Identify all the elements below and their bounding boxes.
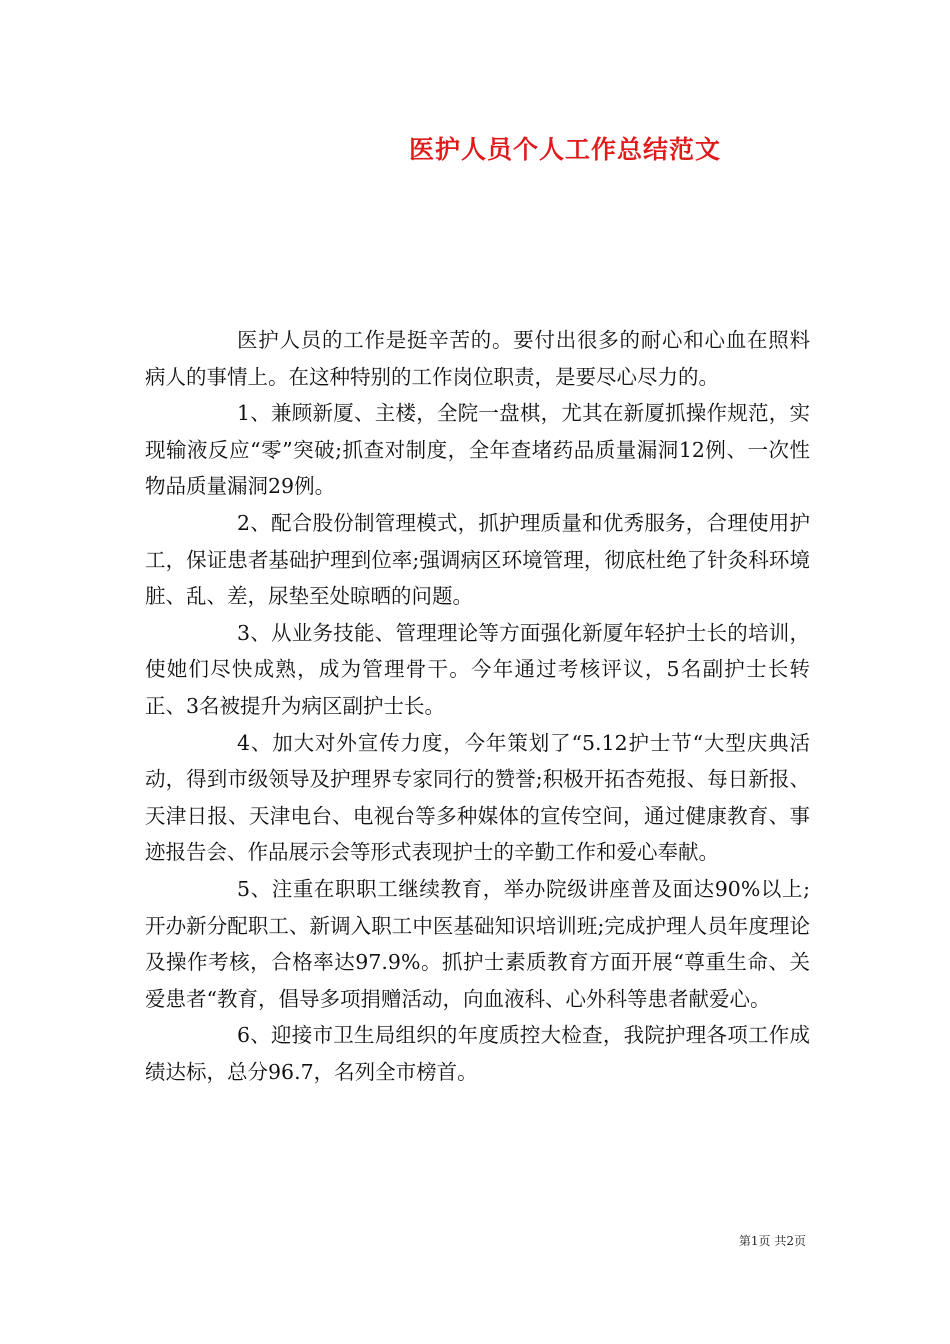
item-paragraph-2: 2、配合股份制管理模式，抓护理质量和优秀服务，合理使用护工，保证患者基础护理到位率;强调病区环境管理，彻底杜绝了针灸科环境脏、乱、差，尿垫至处晾晒的问题。: [145, 510, 810, 609]
item-paragraph-3: 3、从业务技能、管理理论等方面强化新厦年轻护士长的培训，使她们尽快成熟，成为管理骨干。今年通过考核评议，5名副护士长转正、3名被提升为病区副护士长。: [145, 620, 810, 718]
page-number-footer: 第1页 共2页: [738, 1234, 806, 1248]
document-body: [145, 322, 810, 1090]
intro-paragraph: 医护人员的工作是挺辛苦的。要付出很多的耐心和心血在照料病人的事情上。在这种特别的工作岗位职责，是要尽心尽力的。: [145, 328, 810, 389]
item-paragraph-4: 4、加大对外宣传力度，今年策划了“5.12护士节“大型庆典活动，得到市级领导及护理界专家同行的赞誉;积极开拓杏苑报、每日新报、天津日报、天津电台、电视台等多种媒体的宣传空间，通过健康教育、事迹报告会、作品展示会等形式表现护士的辛勤工作和爱心奉献。: [145, 730, 810, 865]
item-paragraph-1: 1、兼顾新厦、主楼，全院一盘棋，尤其在新厦抓操作规范，实现输液反应“零”突破;抓查对制度，全年查堵药品质量漏洞12例、一次性物品质量漏洞29例。: [145, 401, 810, 499]
item-paragraph-6: 6、迎接市卫生局组织的年度质控大检查，我院护理各项工作成绩达标，总分96.7，名列全市榜首。: [145, 1023, 810, 1084]
page-title: 医护人员个人工作总结范文: [408, 135, 721, 164]
item-paragraph-5: 5、注重在职职工继续教育，举办院级讲座普及面达90%以上;开办新分配职工、新调入职工中医基础知识培训班;完成护理人员年度理论及操作考核，合格率达97.9%。抓护士素质教育方面开展“尊重生命、关爱患者“教育，倡导多项捐赠活动，向血液科、心外科等患者献爱心。: [145, 876, 810, 1011]
